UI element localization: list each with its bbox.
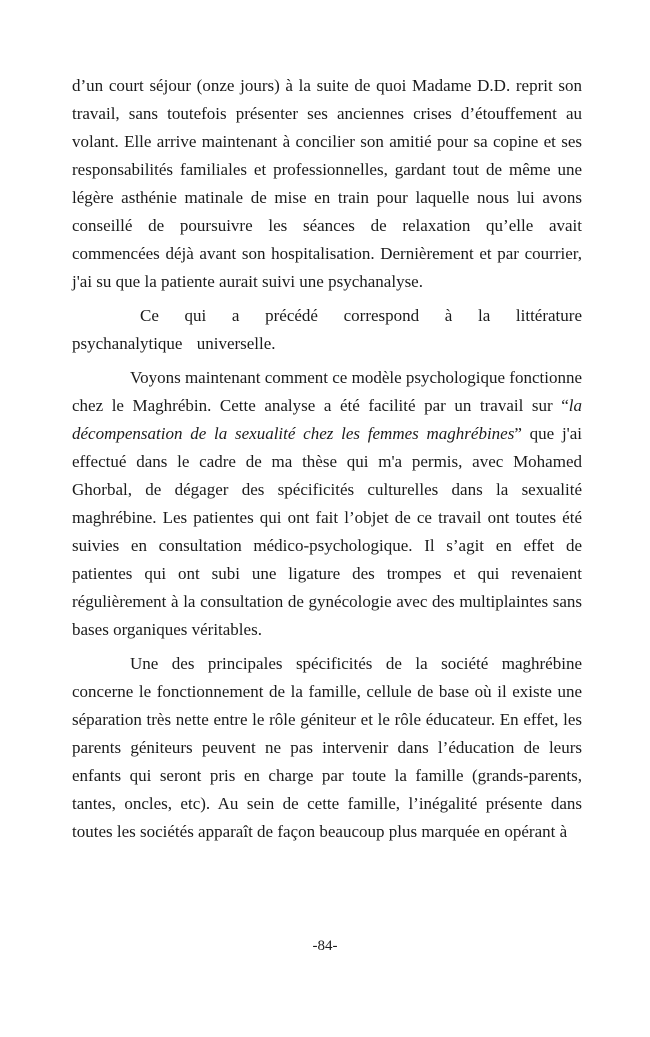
page-number: -84- bbox=[312, 938, 338, 954]
paragraph-2: Ce qui a précédé correspond à la littérature psychanalytique universelle. bbox=[72, 306, 582, 353]
body-text bbox=[72, 72, 582, 852]
paragraph-4: Une des principales spécificités de la société maghrébine concerne le fonctionnement de la famille, cellule de base où il existe une séparation très nette entre le rôle géniteur et le rôle éducateur. En effet, les parents géniteurs peuvent ne pas intervenir dans l’éducation de leurs enfants qui seront pris en charge par toute la famille (grands-parents, tantes, oncles, etc). Au sein de cette famille, l’inégalité présente dans toutes les sociétés apparaît de façon beaucoup plus marquée en opérant à bbox=[72, 654, 582, 841]
paragraph-3-text-after: ” que j'ai effectué dans le cadre de ma thèse qui m'a permis, avec Mohamed Ghorbal, de dégager des spécificités culturelles dans la sexualité maghrébine. Les patientes qui ont fait l’objet de ce travail ont toutes été suivies en consultation médico-psychologique. Il s’agit en effet de patientes qui ont subi une ligature des trompes et qui revenaient régulièrement à la consultation de gynécologie avec des multiplaintes sans bases organiques véritables. bbox=[72, 424, 582, 639]
thesis-title: la décompensation de la sexualité chez les femmes maghrébines bbox=[72, 396, 582, 443]
paragraph-1: d’un court séjour (onze jours) à la suite de quoi Madame D.D. reprit son travail, sans toutefois présenter ses anciennes crises d’étouffement au volant. Elle arrive maintenant à concilier son amitié pour sa copine et ses responsabilités familiales et professionnelles, gardant tout de même une légère asthénie matinale de mise en train pour laquelle nous lui avons conseillé de poursuivre les séances de relaxation qu’elle avait commencées déjà avant son hospitalisation. Dernièrement et par courrier, j'ai su que la patiente aurait suivi une psychanalyse. bbox=[72, 76, 582, 291]
paragraph-3-text-before: Voyons maintenant comment ce modèle psychologique fonctionne chez le Maghrébin. Cette analyse a été facilité par un travail sur “ bbox=[72, 368, 582, 415]
paragraph-3 bbox=[72, 364, 582, 644]
